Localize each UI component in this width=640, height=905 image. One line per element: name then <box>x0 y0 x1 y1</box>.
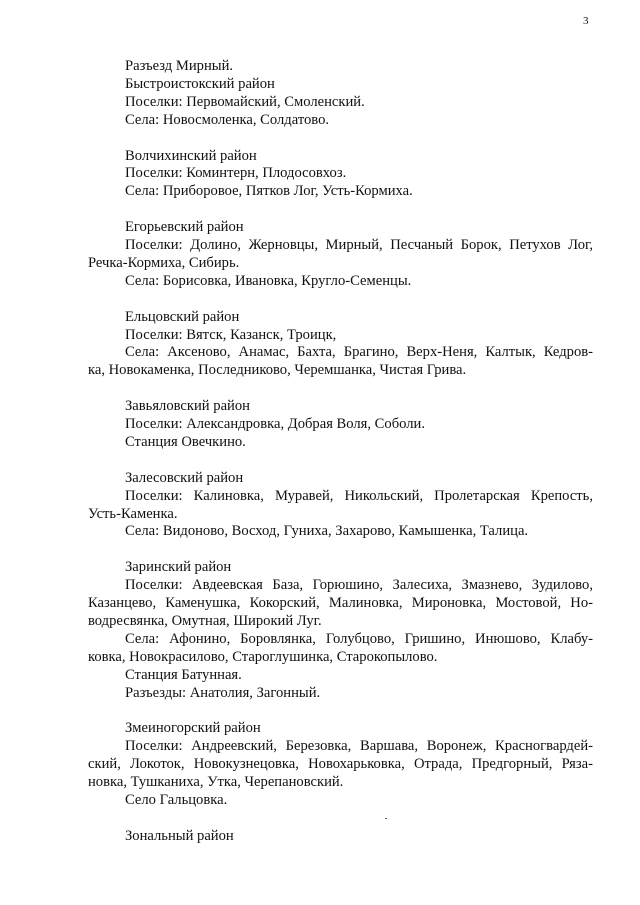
paragraph-gap <box>88 130 593 148</box>
text-line: Станция Батунная. <box>125 666 242 683</box>
district-heading: Егорьевский район <box>125 219 244 236</box>
text-line: Разъезд Мирный. <box>125 58 234 74</box>
text-line: Казанцево, Каменушка, Кокорский, Малиновка, Мироновка, Мостовой, Но- <box>88 595 593 612</box>
text-line: Села: Новосмоленка, Солдатово. <box>125 111 330 128</box>
district-heading: Быстроистокский район <box>125 75 275 92</box>
paragraph-gap <box>88 541 593 559</box>
paragraph-gap <box>88 452 593 470</box>
paragraph-gap <box>88 702 593 720</box>
district-heading: Заринский район <box>125 559 232 576</box>
text-line: ский, Локоток, Новокузнецовка, Новохарьковка, Отрада, Предгорный, Ряза- <box>88 756 593 773</box>
paragraph-gap <box>88 380 593 398</box>
section-zalesovsky <box>88 470 593 542</box>
text-line: Поселки: Первомайский, Смоленский. <box>125 93 365 110</box>
section-eltsovsky <box>88 309 593 381</box>
district-heading: Зональный район <box>125 827 234 844</box>
document-body <box>88 58 593 846</box>
page-number: 3 <box>583 15 589 27</box>
section-zavyalovsky <box>88 398 593 452</box>
text-line: Поселки: Вятск, Казанск, Троицк, <box>125 326 337 343</box>
district-heading: Змеиногорский район <box>125 720 261 737</box>
section-zmeinogorsky <box>88 720 593 810</box>
district-heading: Завьяловский район <box>125 398 250 415</box>
section-bystroistoksky <box>88 58 593 130</box>
section-egoryevsky <box>88 219 593 291</box>
district-heading: Волчихинский район <box>125 147 257 164</box>
section-zarinsky <box>88 559 593 702</box>
text-line: Поселки: Авдеевская База, Горюшино, Залесиха, Змазнево, Зудилово, <box>125 577 593 594</box>
text-line: Поселки: Александровка, Добрая Воля, Соболи. <box>125 416 425 433</box>
text-line: Речка-Кормиха, Сибирь. <box>88 254 240 271</box>
section-zonalny <box>88 828 593 846</box>
text-line: Усть-Каменка. <box>88 505 178 522</box>
text-line: Поселки: Коминтерн, Плодосовхоз. <box>125 165 347 182</box>
text-line: Села: Видоново, Восход, Гуниха, Захарово, Камышенка, Талица. <box>125 523 529 540</box>
text-line: ка, Новокаменка, Последниково, Черемшанка, Чистая Грива. <box>88 362 467 379</box>
text-line: Поселки: Долино, Жерновцы, Мирный, Песчаный Борок, Петухов Лог, <box>125 237 593 254</box>
paragraph-gap <box>88 291 593 309</box>
paragraph-gap <box>88 810 593 828</box>
scan-speck <box>385 818 387 819</box>
text-line: Поселки: Андреевский, Березовка, Варшава, Воронеж, Красногвардей- <box>125 738 593 755</box>
district-heading: Залесовский район <box>125 469 244 486</box>
text-line: Села: Борисовка, Ивановка, Кругло-Семенцы. <box>125 272 412 289</box>
text-line: Села: Приборовое, Пятков Лог, Усть-Кормиха. <box>125 183 413 200</box>
text-line: водресвянка, Омутная, Широкий Луг. <box>88 612 322 629</box>
text-line: новка, Тушканиха, Утка, Черепановский. <box>88 774 344 791</box>
text-line: ковка, Новокрасилово, Староглушинка, Старокопылово. <box>88 648 438 665</box>
paragraph-gap <box>88 201 593 219</box>
text-line: Разъезды: Анатолия, Загонный. <box>125 684 321 701</box>
section-volchikhinsky <box>88 148 593 202</box>
text-line: Станция Овечкино. <box>125 433 246 450</box>
text-line: Села: Афонино, Боровлянка, Голубцово, Гришино, Инюшово, Клабу- <box>125 630 593 647</box>
district-heading: Ельцовский район <box>125 308 240 325</box>
text-line: Села: Аксеново, Анамас, Бахта, Брагино, Верх-Неня, Калтык, Кедров- <box>125 344 593 361</box>
text-line: Поселки: Калиновка, Муравей, Никольский, Пролетарская Крепость, <box>125 487 593 504</box>
text-line: Село Гальцовка. <box>125 791 228 808</box>
